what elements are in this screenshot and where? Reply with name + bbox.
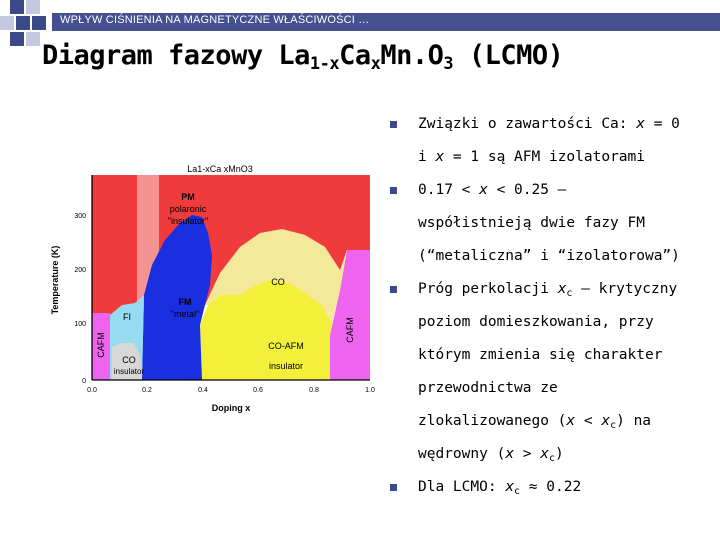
bullet-line: współistnieją dwie fazy FM bbox=[418, 215, 645, 231]
label-pm-insulator: "insulator" bbox=[167, 216, 209, 226]
label-co: CO bbox=[271, 277, 285, 287]
decor-square-5 bbox=[32, 16, 46, 30]
label-fm: FM bbox=[178, 297, 192, 307]
phase-diagram bbox=[40, 155, 380, 420]
bullet-line: poziom domieszkowania, przy bbox=[418, 314, 654, 330]
bullet-item-2 bbox=[388, 178, 718, 277]
ytick-label: 300 bbox=[74, 213, 86, 220]
label-co-left-insulator: insulator bbox=[113, 367, 145, 376]
bullet-marker-icon bbox=[390, 484, 397, 491]
label-co-left: CO bbox=[122, 355, 136, 365]
label-fi: FI bbox=[123, 312, 131, 322]
bullet-line: (“metaliczna” i “izolatorowa”) bbox=[418, 248, 680, 264]
slide-title: Diagram fazowy $La_{1-x}Ca_xMn.O_3$ (LCMO) bbox=[42, 40, 564, 74]
label-fm-metal: "metal" bbox=[170, 309, 200, 319]
compound-label: La1-xCa xMnO3 bbox=[187, 164, 253, 174]
label-pm-polaronic: polaronic bbox=[169, 204, 207, 214]
xtick-label: 0.0 bbox=[87, 387, 97, 394]
bullet-line: którym zmienia się charakter bbox=[418, 347, 663, 363]
decor-square-7 bbox=[26, 32, 40, 46]
label-coafm: CO-AFM bbox=[268, 341, 304, 351]
bullet-line: i x = 1 są AFM izolatorami bbox=[418, 149, 645, 165]
label-cafm-right: CAFM bbox=[345, 317, 355, 343]
xtick-label: 1.0 bbox=[365, 387, 375, 394]
bullet-line: 0.17 < x < 0.25 – bbox=[418, 182, 567, 198]
ytick-label: 200 bbox=[74, 267, 86, 274]
decor-square-1 bbox=[10, 0, 24, 14]
decor-square-3 bbox=[0, 16, 14, 30]
bullet-line: Próg perkolacji $x_c$ – krytyczny bbox=[418, 281, 678, 299]
bullet-marker-icon bbox=[390, 121, 397, 128]
bullet-line: Związki o zawartości Ca: x = 0 bbox=[418, 116, 680, 132]
y-axis-label: Temperature (K) bbox=[50, 245, 60, 315]
label-cafm-left: CAFM bbox=[96, 332, 106, 358]
x-axis-label: Doping x bbox=[211, 403, 251, 413]
bullet-item-3 bbox=[388, 277, 718, 475]
xtick-label: 0.6 bbox=[253, 387, 263, 394]
ytick-label: 0 bbox=[82, 378, 86, 385]
bullet-list bbox=[388, 112, 718, 508]
decor-square-6 bbox=[10, 32, 24, 46]
header-text: WPŁYW CIŚNIENIA NA MAGNETYCZNE WŁAŚCIWOŚCI … bbox=[60, 14, 370, 26]
bullet-line: wędrowny $(x > x_c)$ bbox=[418, 446, 564, 464]
label-pm: PM bbox=[181, 192, 195, 202]
bullet-line: Dla LCMO: $x_c \approx 0.22$ bbox=[418, 479, 582, 497]
xtick-label: 0.8 bbox=[309, 387, 319, 394]
decor-square-2 bbox=[26, 0, 40, 14]
ytick-label: 100 bbox=[74, 321, 86, 328]
xtick-label: 0.2 bbox=[142, 387, 152, 394]
bullet-line: przewodnictwa ze bbox=[418, 380, 558, 396]
xtick-label: 0.4 bbox=[198, 387, 208, 394]
bullet-marker-icon bbox=[390, 187, 397, 194]
bullet-marker-icon bbox=[390, 286, 397, 293]
bullet-line: zlokalizowanego $(x < x_c)$ na bbox=[418, 413, 652, 431]
decor-square-4 bbox=[16, 16, 30, 30]
label-coafm-insulator: insulator bbox=[268, 361, 304, 371]
bullet-item-4 bbox=[388, 475, 718, 508]
bullet-item-1 bbox=[388, 112, 718, 178]
